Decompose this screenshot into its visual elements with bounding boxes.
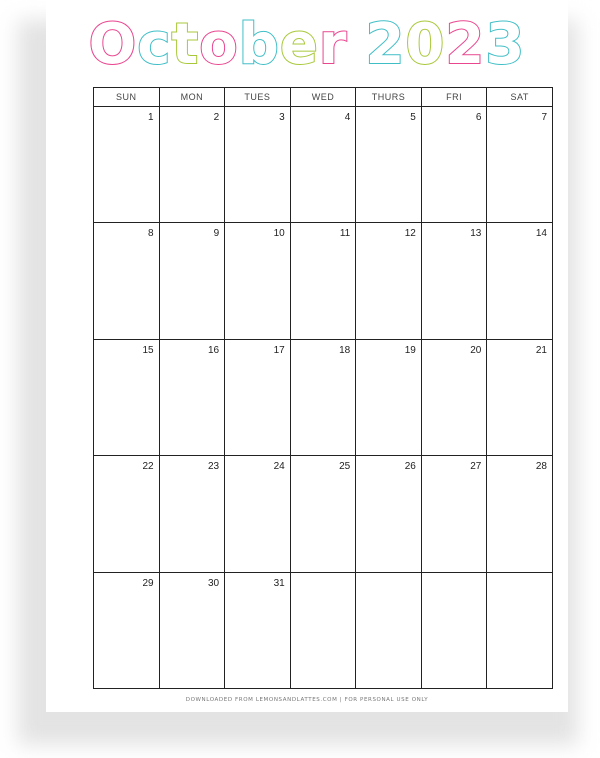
day-cell — [421, 572, 487, 688]
day-cell — [290, 456, 356, 572]
day-number: 13 — [470, 228, 482, 240]
day-cell — [487, 223, 553, 339]
title-letter: b — [238, 12, 280, 77]
day-number: 4 — [344, 112, 351, 123]
day-cell — [356, 107, 422, 223]
day-cell — [290, 107, 356, 223]
day-cell — [290, 223, 356, 339]
day-number: 20 — [470, 344, 482, 356]
weekday-header: THURS — [356, 88, 422, 107]
title-letter: e — [279, 12, 319, 77]
day-number: 14 — [535, 228, 547, 240]
day-number: 3 — [279, 112, 285, 123]
calendar-grid — [93, 87, 553, 689]
weekday-header: WED — [290, 88, 356, 107]
calendar-sheet — [46, 0, 568, 712]
day-number — [291, 573, 356, 578]
day-number: 23 — [208, 461, 220, 473]
day-number: 22 — [142, 461, 154, 473]
week-row — [94, 223, 553, 339]
day-cell — [356, 339, 422, 455]
day-number: 5 — [410, 112, 416, 123]
day-number: 7 — [541, 112, 547, 123]
calendar-title — [46, 14, 568, 76]
week-row — [94, 456, 553, 572]
day-number: 29 — [142, 577, 154, 589]
weekday-header: FRI — [421, 88, 487, 107]
day-cell — [421, 456, 487, 572]
day-number: 17 — [273, 344, 285, 356]
day-number: 8 — [148, 228, 154, 240]
title-letter: o — [199, 12, 239, 77]
day-cell — [225, 223, 291, 339]
title-letter: 2 — [445, 12, 486, 77]
day-cell — [356, 572, 422, 688]
day-cell — [94, 339, 160, 455]
title-letter: r — [318, 12, 348, 77]
day-number: 27 — [470, 461, 482, 473]
weekday-header: MON — [159, 88, 225, 107]
day-cell — [159, 572, 225, 688]
day-cell — [94, 572, 160, 688]
day-cell — [421, 223, 487, 339]
day-number — [422, 573, 487, 578]
title-letter: 2 — [365, 12, 406, 77]
day-number: 6 — [475, 112, 482, 123]
day-cell — [356, 456, 422, 572]
day-cell — [487, 107, 553, 223]
day-cell — [225, 107, 291, 223]
day-number: 26 — [404, 461, 416, 473]
day-number: 21 — [535, 344, 547, 356]
day-number: 30 — [208, 577, 220, 589]
title-month — [89, 12, 348, 77]
footer-note: DOWNLOADED FROM LEMONSANDLATTES.COM | FOR PERSONAL USE ONLY — [185, 697, 429, 703]
day-cell — [159, 456, 225, 572]
weekday-header: TUES — [225, 88, 291, 107]
title-letter: 0 — [405, 12, 446, 77]
title-letter: 3 — [485, 12, 526, 77]
weekday-header: SUN — [94, 88, 160, 107]
day-number: 25 — [339, 461, 351, 473]
day-cell — [225, 339, 291, 455]
day-cell — [159, 339, 225, 455]
day-number — [487, 573, 552, 578]
day-cell — [225, 572, 291, 688]
day-cell — [356, 223, 422, 339]
day-number: 1 — [148, 112, 154, 123]
day-number: 10 — [273, 228, 285, 240]
day-number: 2 — [213, 112, 220, 123]
day-number: 16 — [208, 344, 220, 356]
day-number: 11 — [339, 228, 351, 240]
title-year — [365, 12, 525, 77]
day-cell — [421, 339, 487, 455]
day-cell — [225, 456, 291, 572]
day-cell — [290, 339, 356, 455]
day-number: 24 — [273, 461, 285, 473]
day-cell — [94, 223, 160, 339]
day-cell — [159, 223, 225, 339]
day-cell — [159, 107, 225, 223]
day-number: 18 — [339, 344, 351, 356]
title-letter: c — [137, 12, 172, 77]
week-row — [94, 339, 553, 455]
day-cell — [290, 572, 356, 688]
title-letter: t — [171, 12, 200, 77]
day-cell — [487, 572, 553, 688]
day-number: 31 — [273, 577, 285, 589]
week-row — [94, 572, 553, 688]
day-number — [356, 573, 421, 578]
day-number: 9 — [213, 228, 220, 240]
day-number: 28 — [535, 461, 547, 473]
weekday-header-row — [94, 88, 553, 107]
day-number: 19 — [404, 344, 416, 356]
day-cell — [421, 107, 487, 223]
day-cell — [94, 107, 160, 223]
day-number: 15 — [142, 344, 154, 356]
title-letter: O — [88, 12, 138, 77]
day-cell — [487, 456, 553, 572]
week-row — [94, 107, 553, 223]
weekday-header: SAT — [487, 88, 553, 107]
day-number: 12 — [404, 228, 416, 240]
day-cell — [94, 456, 160, 572]
day-cell — [487, 339, 553, 455]
